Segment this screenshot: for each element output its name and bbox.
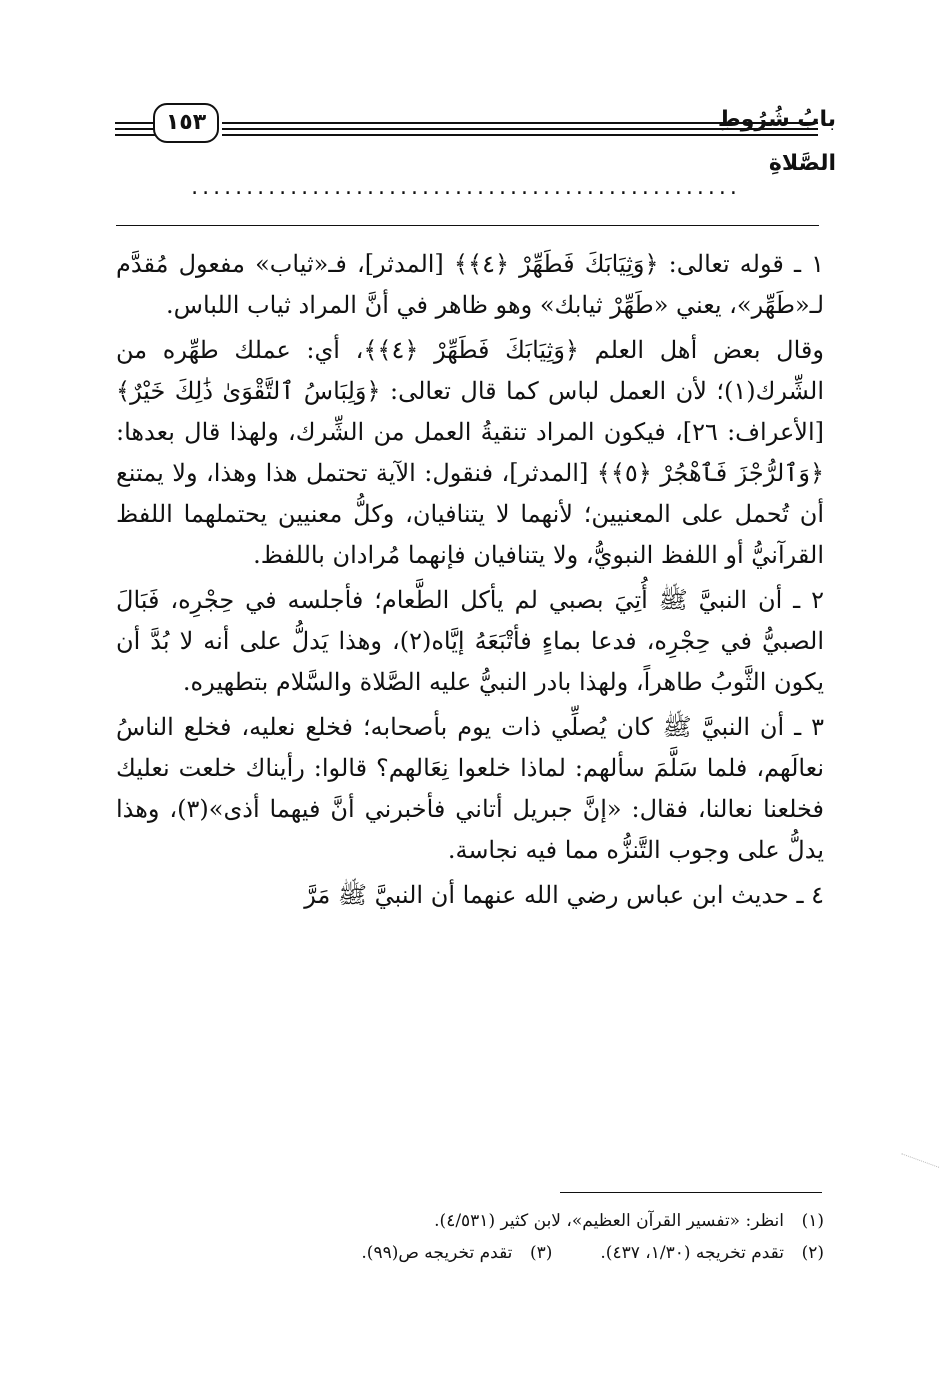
header-rule-top xyxy=(222,122,818,124)
paragraph-4: ٣ ـ أن النبيَّ ﷺ كان يُصلِّي ذات يوم بأصحابه؛ فخلع نعليه، فخلع الناسُ نعالَهم، فلما سَلَّمَ سألهم: لماذا خلعوا نِعَالهم؟ قالوا: رأيناك خلعت نعليك فخلعنا نعالنا، فقال: «إنَّ جبريل أتاني فأخبرني أنَّ فيهما أذى»(٣)، وهذا يدلُّ على وجوب التَّنزُّه مما فيه نجاسة. xyxy=(116,713,824,864)
footnote-2 xyxy=(600,1237,824,1269)
footnotes xyxy=(116,1205,824,1269)
footnote-number: (١) xyxy=(801,1211,824,1231)
content-rule xyxy=(116,225,819,226)
footnote-rule xyxy=(560,1192,822,1193)
dotted-separator: .................................................. xyxy=(191,175,741,200)
footnote-text: تقدم تخريجه (١/٣٠، ٤٣٧). xyxy=(600,1243,784,1263)
header-rule-bottom xyxy=(222,134,818,136)
paragraph-5: ٤ ـ حديث ابن عباس رضي الله عنهما أن النبيَّ ﷺ مَرَّ xyxy=(304,881,824,909)
scan-artifact xyxy=(901,1153,939,1169)
paragraph-1: ١ ـ قوله تعالى: ﴿وَثِيَابَكَ فَطَهِّرْ ﴿٤﴾﴾ [المدثر]، فـ«ثياب» مفعول مُقدَّم لـ«طَهِّر»، يعني «طَهِّرْ ثيابك» وهو ظاهر في أنَّ المراد ثياب اللباس. xyxy=(116,250,824,319)
footnote-3 xyxy=(361,1237,552,1269)
footnote-text: تقدم تخريجه ص(٩٩). xyxy=(361,1243,513,1263)
footnote-text: انظر: «تفسير القرآن العظيم»، لابن كثير (٤/٥٣١). xyxy=(434,1211,784,1231)
footnote-number: (٣) xyxy=(529,1243,553,1263)
header-rule-left-middle xyxy=(115,128,155,130)
page-number: ١٥٣ xyxy=(153,103,219,143)
main-text xyxy=(116,244,824,920)
footnote-number: (٢) xyxy=(801,1243,824,1263)
footnote-row-2 xyxy=(116,1237,824,1269)
header-rule-left-bottom xyxy=(115,134,155,136)
header-rule-middle xyxy=(222,128,818,130)
header-rule-left-top xyxy=(115,122,155,124)
paragraph-2: وقال بعض أهل العلم ﴿وَثِيَابَكَ فَطَهِّرْ ﴿٤﴾﴾، أي: عملك طهِّره من الشِّرك(١)؛ لأن العمل لباس كما قال تعالى: ﴿وَلِبَاسُ ٱلتَّقْوَىٰ ذَٰلِكَ خَيْرٌ﴾ [الأعراف: ٢٦]، فيكون المراد تنقيةُ العمل من الشِّرك، ولهذا قال بعدها: ﴿وَٱلرُّجْزَ فَٱهْجُرْ ﴿٥﴾﴾ [المدثر]، فنقول: الآية تحتمل هذا وهذا، ولا يمتنع أن تُحمل على المعنيين؛ لأنهما لا يتنافيان، وكلُّ معنيين يحتملهما اللفظ القرآنيُّ أو اللفظ النبويُّ، ولا يتنافيان فإنهما مُرادان باللفظ. xyxy=(116,336,825,569)
footnote-1 xyxy=(116,1205,824,1237)
paragraph-3: ٢ ـ أن النبيَّ ﷺ أُتِيَ بصبي لم يأكل الطَّعام؛ فأجلسه في حِجْرِه، فَبَالَ الصبيُّ في حِجْرِه، فدعا بماءٍ فأتْبَعَهُ إيَّاه(٢)، وهذا يَدلُّ على أنه لا بُدَّ أن يكون الثَّوبُ طاهراً، ولهذا بادر النبيُّ عليه الصَّلاة والسَّلام بتطهيره. xyxy=(116,586,824,696)
chapter-title: بابُ شُرُوطِ الصَّلاةِ xyxy=(717,107,836,176)
